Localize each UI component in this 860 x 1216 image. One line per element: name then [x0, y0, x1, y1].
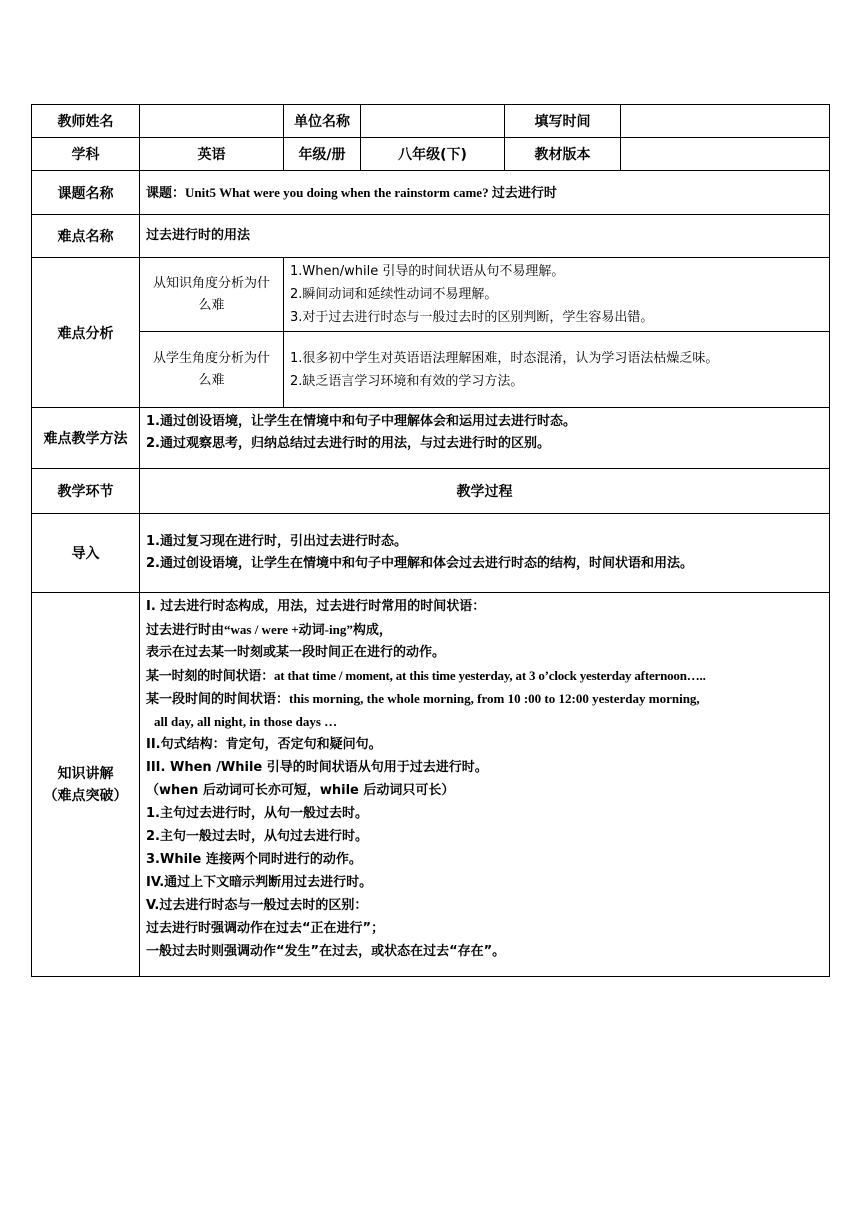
knowledge-line: 过去进行时由“was / were +动词-ing”构成，: [146, 622, 392, 637]
knowledge-label-line: 知识讲解: [57, 765, 114, 782]
intro-item: 1.通过复习现在进行时，引出过去进行时态。: [146, 534, 407, 549]
topic-label: 课题名称: [32, 171, 140, 215]
knowledge-line: III. When /While 引导的时间状语从句用于过去进行时。: [146, 760, 488, 775]
method-label: 难点教学方法: [32, 408, 140, 469]
info-row-2: [32, 138, 830, 171]
difficulty-value: 过去进行时的用法: [140, 215, 830, 258]
lesson-plan-page: [31, 104, 829, 977]
teacher-value: [140, 105, 284, 138]
subject-label: 学科: [32, 138, 140, 171]
date-value: [621, 105, 830, 138]
intro-list: [140, 514, 830, 593]
knowledge-line: I. 过去进行时态构成，用法，过去进行时常用的时间状语：: [146, 599, 486, 614]
knowledge-line: all day, all night, in those days …: [154, 714, 338, 729]
knowledge-angle-list: [284, 258, 830, 332]
intro-row: [32, 514, 830, 593]
knowledge-content: [140, 593, 830, 977]
knowledge-label-line: （难点突破）: [43, 787, 128, 804]
intro-item: 2.通过创设语境，让学生在情境中和句子中理解和体会过去进行时态的结构，时间状语和用法。: [146, 556, 693, 571]
knowledge-line: 1.主句过去进行时，从句一般过去时。: [146, 806, 368, 821]
edition-label: 教材版本: [505, 138, 621, 171]
teacher-label: 教师姓名: [32, 105, 140, 138]
process-header: 教学过程: [140, 469, 830, 514]
knowledge-angle-item: 2.瞬间动词和延续性动词不易理解。: [290, 287, 498, 302]
analysis-student-row: [32, 332, 830, 408]
knowledge-line: IV.通过上下文暗示判断用过去进行时。: [146, 875, 373, 890]
knowledge-angle-item: 3.对于过去进行时态与一般过去时的区别判断，学生容易出错。: [290, 310, 654, 325]
intro-label: 导入: [32, 514, 140, 593]
grade-label: 年级/册: [284, 138, 361, 171]
stage-header: 教学环节: [32, 469, 140, 514]
difficulty-row: [32, 215, 830, 258]
knowledge-line: 表示在过去某一时刻或某一段时间正在进行的动作。: [146, 645, 446, 660]
subject-value: 英语: [140, 138, 284, 171]
grade-value: 八年级(下): [361, 138, 505, 171]
knowledge-line: 过去进行时强调动作在过去“正在进行”；: [146, 921, 385, 936]
knowledge-line: 一般过去时则强调动作“发生”在过去，或状态在过去“存在”。: [146, 944, 506, 959]
method-item: 2.通过观察思考，归纳总结过去进行时的用法，与过去进行时的区别。: [146, 436, 550, 451]
knowledge-row: [32, 593, 830, 977]
method-row: [32, 408, 830, 469]
knowledge-line: II.句式结构：肯定句，否定句和疑问句。: [146, 737, 382, 752]
knowledge-label: [32, 593, 140, 977]
student-angle-item: 2.缺乏语言学习环境和有效的学习方法。: [290, 373, 524, 389]
knowledge-angle-item: 1.When/while 引导的时间状语从句不易理解。: [290, 264, 565, 279]
knowledge-line: （when 后动词可长亦可短，while 后动词只可长）: [146, 783, 455, 798]
student-angle-list: [284, 332, 830, 408]
knowledge-angle-label: 从知识角度分析为什么难: [140, 258, 284, 332]
process-header-row: [32, 469, 830, 514]
date-label: 填写时间: [505, 105, 621, 138]
lesson-plan-table: [31, 104, 830, 977]
knowledge-line: 2.主句一般过去时，从句过去进行时。: [146, 829, 368, 844]
knowledge-line: 某一时刻的时间状语：at that time / moment, at this time yesterday, at 3 o’clock yesterday afternoon…..: [146, 668, 706, 683]
student-angle-label: 从学生角度分析为什么难: [140, 332, 284, 408]
student-angle-item: 1.很多初中学生对英语语法理解困难，时态混淆，认为学习语法枯燥乏味。: [290, 350, 719, 366]
knowledge-line: V.过去进行时态与一般过去时的区别：: [146, 898, 368, 913]
topic-value: 课题：Unit5 What were you doing when the rainstorm came? 过去进行时: [140, 171, 830, 215]
info-row-1: [32, 105, 830, 138]
edition-value: [621, 138, 830, 171]
difficulty-label: 难点名称: [32, 215, 140, 258]
method-list: [140, 408, 830, 469]
analysis-label: 难点分析: [32, 258, 140, 408]
unit-label: 单位名称: [284, 105, 361, 138]
analysis-knowledge-row: [32, 258, 830, 332]
unit-value: [361, 105, 505, 138]
knowledge-line: 3.While 连接两个同时进行的动作。: [146, 852, 362, 867]
method-item: 1.通过创设语境，让学生在情境中和句子中理解体会和运用过去进行时态。: [146, 414, 576, 429]
topic-row: [32, 171, 830, 215]
knowledge-line: 某一段时间的时间状语：this morning, the whole morning, from 10 :00 to 12:00 yesterday morning,: [146, 691, 700, 706]
